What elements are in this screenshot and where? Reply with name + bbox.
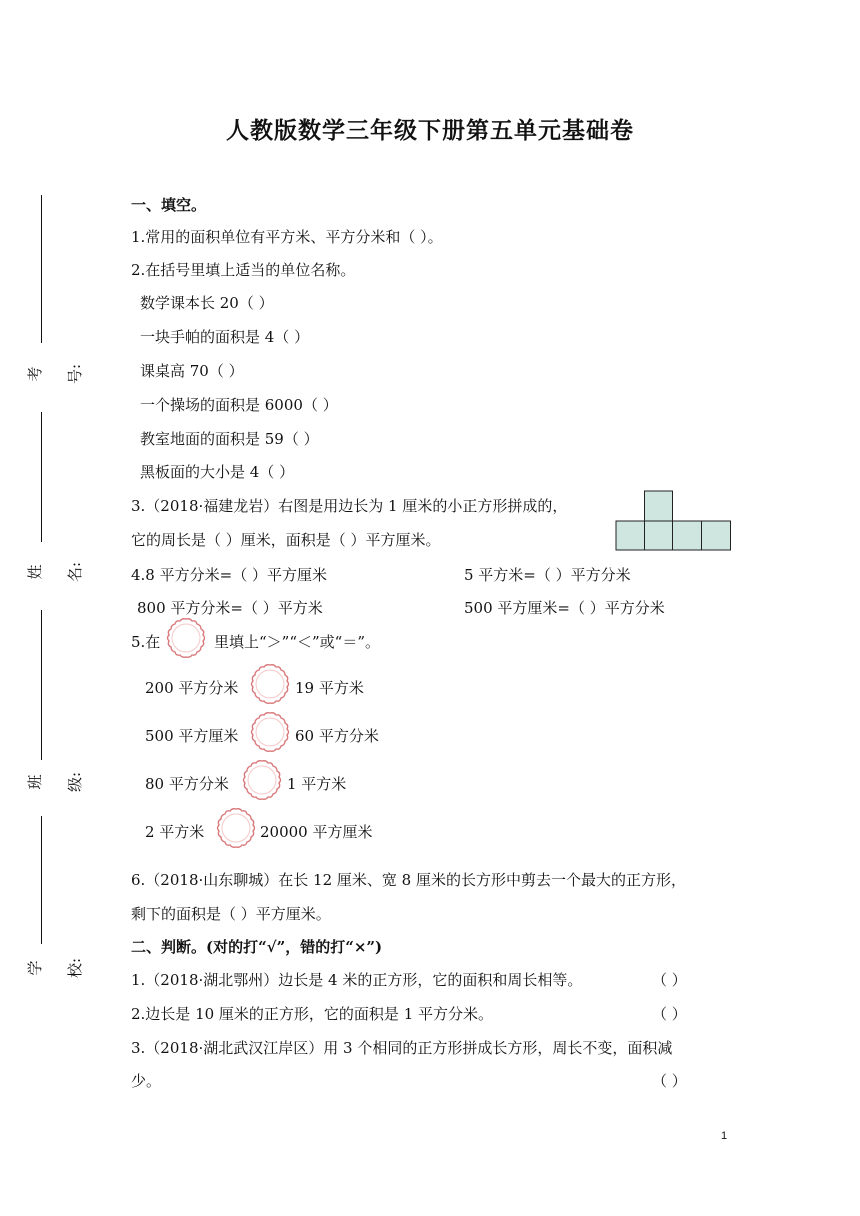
judge-item-3-line1: 3.（2018·湖北武汉江岸区）用 3 个相同的正方形拼成长方形，周长不变，面积减: [131, 1039, 673, 1057]
judge-item-2: 2.边长是 10 厘米的正方形，它的面积是 1 平方分米。: [131, 1005, 494, 1023]
scalloped-circle-icon: [215, 807, 257, 849]
binding-line: [41, 195, 42, 343]
question-3-line2: 它的周长是（ ）厘米，面积是（ ）平方厘米。: [131, 531, 441, 549]
figure-square: [645, 491, 673, 521]
binding-line: [41, 412, 42, 542]
binding-line: [41, 816, 42, 944]
q2-item: 课桌高 70（ ）: [140, 362, 244, 380]
scalloped-circle-icon: [241, 759, 283, 801]
answer-bracket: （ ）: [652, 1072, 687, 1090]
figure-square: [673, 521, 702, 550]
scalloped-circle-icon: [249, 663, 291, 705]
figure-square: [645, 521, 673, 550]
compare-left: 200 平方分米: [145, 679, 239, 697]
compare-right: 19 平方米: [295, 679, 364, 697]
compare-right: 1 平方米: [287, 775, 347, 793]
scalloped-circle-icon: [165, 617, 207, 659]
compare-right: 20000 平方厘米: [260, 823, 373, 841]
name-label: 姓名:: [26, 561, 84, 583]
q2-item: 教室地面的面积是 59（ ）: [140, 430, 319, 448]
q2-item: 一个操场的面积是 6000（ ）: [140, 396, 338, 414]
question-5-prefix: 5.在: [131, 633, 161, 651]
section1-heading: 一、填空。: [131, 196, 207, 214]
question-6-line1: 6.（2018·山东聊城）在长 12 厘米、宽 8 厘米的长方形中剪去一个最大的正方形，: [131, 871, 686, 889]
q2-item: 黑板面的大小是 4（ ）: [140, 463, 295, 481]
question-6-line2: 剩下的面积是（ ）平方厘米。: [131, 905, 331, 923]
question-2: 2.在括号里填上适当的单位名称。: [131, 261, 356, 279]
scalloped-circle-icon: [249, 711, 291, 753]
class-label: 班级:: [26, 771, 84, 793]
question-4d: 500 平方厘米=（ ）平方分米: [464, 599, 665, 617]
q2-item: 数学课本长 20（ ）: [140, 294, 274, 312]
question-3-line1: 3.（2018·福建龙岩）右图是用边长为 1 厘米的小正方形拼成的，: [131, 497, 568, 515]
compare-left: 500 平方厘米: [145, 727, 239, 745]
compare-left: 80 平方分米: [145, 775, 229, 793]
question-4c: 800 平方分米=（ ）平方米: [137, 599, 323, 617]
question-4b: 5 平方米=（ ）平方分米: [464, 566, 631, 584]
figure-square: [702, 521, 731, 550]
question-5-suffix: 里填上“＞”“＜”或“＝”。: [214, 633, 381, 651]
compare-left: 2 平方米: [145, 823, 205, 841]
answer-bracket: （ ）: [652, 971, 687, 989]
page-number: 1: [721, 1130, 728, 1142]
school-label: 学校:: [26, 957, 84, 979]
figure-square: [616, 521, 645, 550]
page-title: 人教版数学三年级下册第五单元基础卷: [226, 117, 634, 144]
judge-item-3-line2: 少。: [131, 1072, 162, 1090]
square-figure: [615, 490, 732, 552]
binding-line: [41, 610, 42, 760]
answer-bracket: （ ）: [652, 1005, 687, 1023]
question-1: 1.常用的面积单位有平方米、平方分米和（ ）。: [131, 228, 443, 246]
exam-number-label: 考号:: [26, 363, 84, 385]
question-4a: 4.8 平方分米=（ ）平方厘米: [131, 566, 327, 584]
judge-item-1: 1.（2018·湖北鄂州）边长是 4 米的正方形，它的面积和周长相等。: [131, 971, 583, 989]
q2-item: 一块手帕的面积是 4（ ）: [140, 328, 310, 346]
section2-heading: 二、判断。(对的打“√”，错的打“×”): [131, 938, 383, 956]
compare-right: 60 平方分米: [295, 727, 379, 745]
